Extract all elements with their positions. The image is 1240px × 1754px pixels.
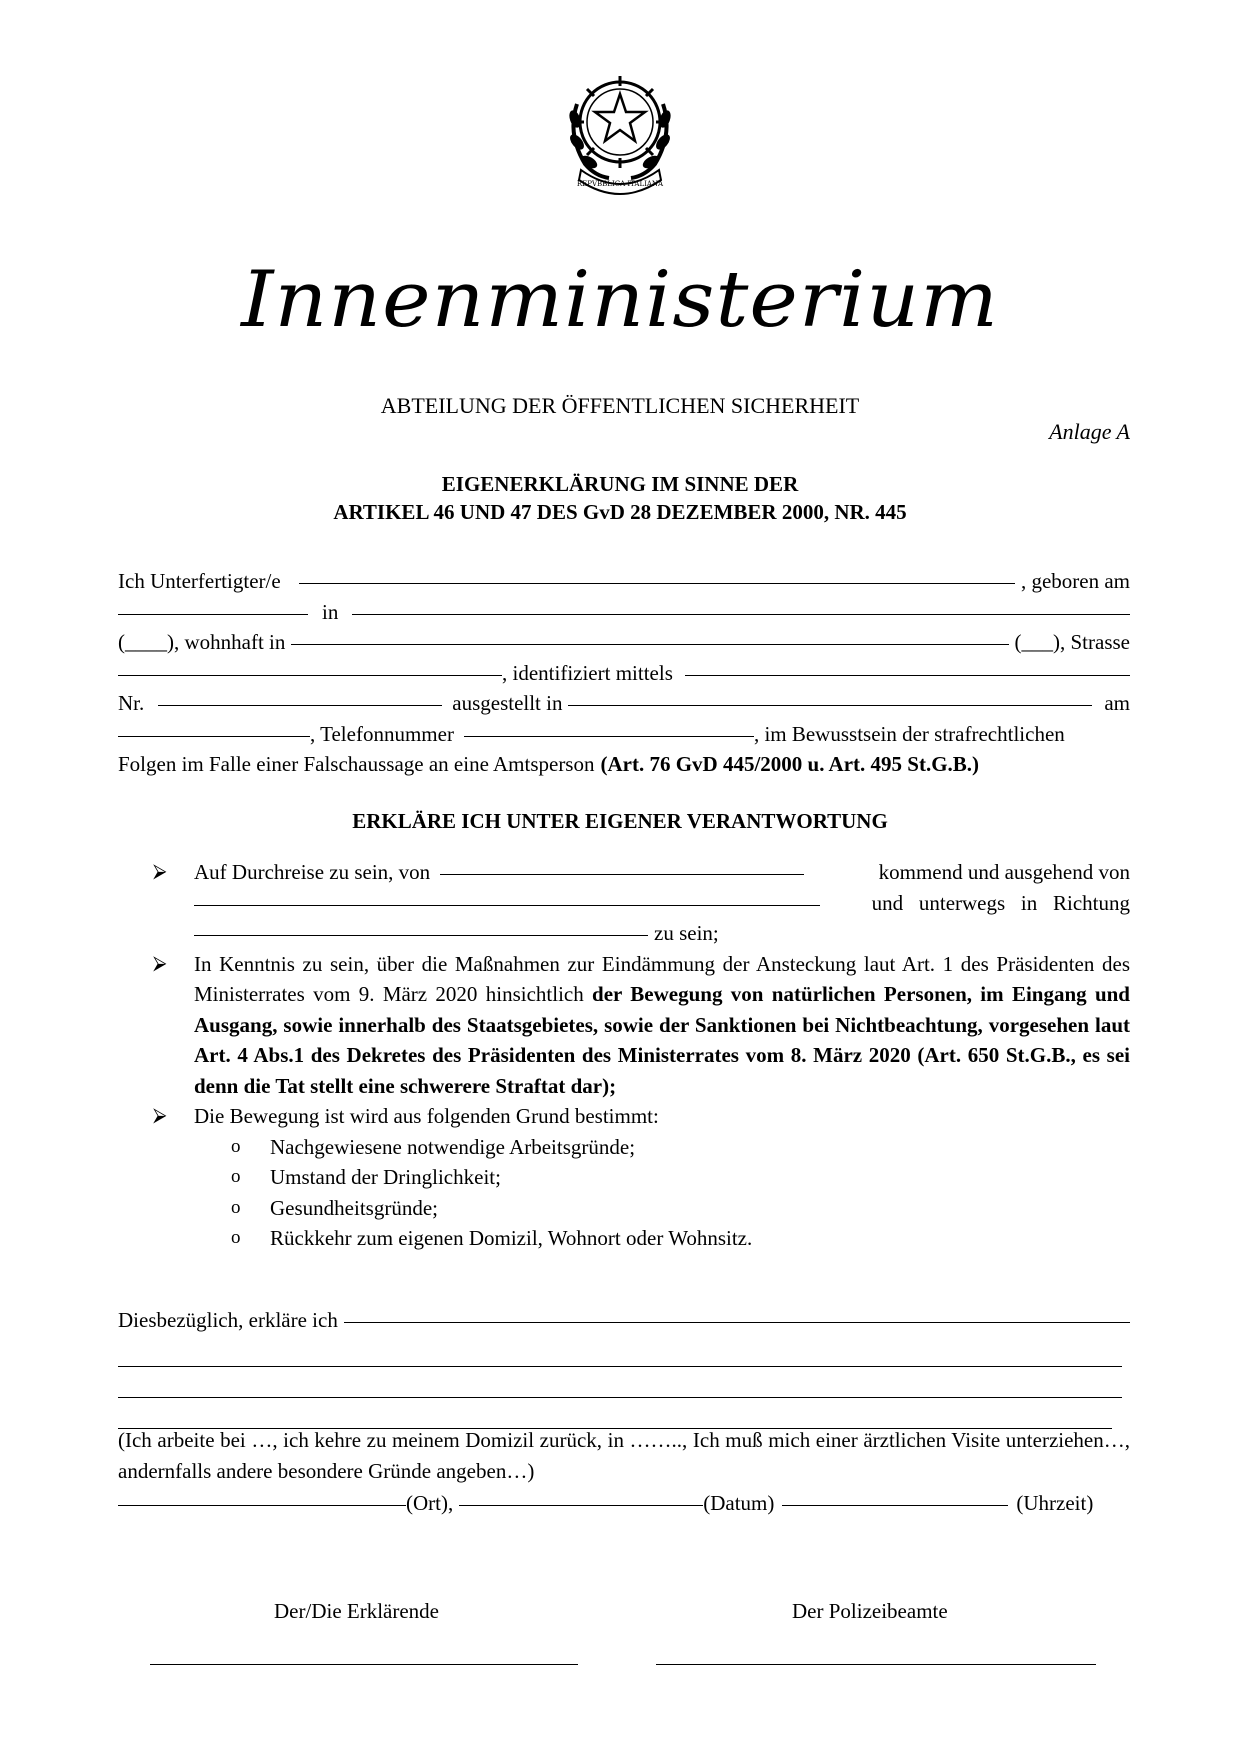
circle-bullet-icon: o xyxy=(231,1196,241,1218)
officer-signature-field[interactable] xyxy=(656,1664,1096,1665)
statement-line[interactable] xyxy=(118,1367,1122,1398)
label-undersigned: Ich Unterfertigter/e xyxy=(118,569,281,593)
reason-intro: Die Bewegung ist wird aus folgenden Grund bestimmt: xyxy=(194,1104,659,1128)
id-number-field[interactable] xyxy=(158,705,442,706)
label-date: (Datum) xyxy=(703,1491,775,1515)
label-street: (___), Strasse xyxy=(1014,630,1130,654)
issued-in-field[interactable] xyxy=(568,705,1092,706)
personal-data-section xyxy=(118,566,1130,780)
reason-option-label: Nachgewiesene notwendige Arbeitsgründe; xyxy=(270,1134,636,1159)
label-identified-by: , identifiziert mittels xyxy=(502,660,673,685)
issue-date-field[interactable] xyxy=(118,736,310,737)
officer-label: Der Polizeibeamte xyxy=(792,1599,948,1623)
name-field[interactable] xyxy=(299,583,1015,584)
arrow-bullet-icon: ⮚ xyxy=(153,952,167,974)
street-field[interactable] xyxy=(118,675,502,676)
annex-label: Anlage A xyxy=(1049,419,1130,444)
department-name: ABTEILUNG DER ÖFFENTLICHEN SICHERHEIT xyxy=(380,393,860,418)
statement-examples: (Ich arbeite bei …, ich kehre zu meinem Domizil zurück, in …….., Ich muß mich einer ärztlichen Visite unterziehen…, andernfalls andere besondere Gründe angeben…) xyxy=(118,1428,1130,1483)
declarant-label: Der/Die Erklärende xyxy=(274,1599,439,1623)
place-field[interactable] xyxy=(118,1505,406,1506)
label-number: Nr. xyxy=(118,691,145,715)
label-awareness: , im Bewusstsein der strafrechtlichen xyxy=(753,721,1065,746)
title-line-2: ARTIKEL 46 UND 47 DES GvD 28 DEZEMBER 2000, NR. 445 xyxy=(333,500,907,524)
circle-bullet-icon: o xyxy=(231,1135,241,1157)
italian-republic-emblem xyxy=(563,64,677,200)
title-line-1: EIGENERKLÄRUNG IM SINNE DER xyxy=(441,472,799,496)
label-in: in xyxy=(322,599,339,624)
label-consequences: Folgen im Falle einer Falschaussage an eine Amtsperson xyxy=(118,752,595,776)
arrow-bullet-icon: ⮚ xyxy=(153,1105,167,1126)
reason-option-label: Rückkehr zum eigenen Domizil, Wohnort oder Wohnsitz. xyxy=(270,1226,753,1250)
legal-reference: (Art. 76 GvD 445/2000 u. Art. 495 St.G.B.) xyxy=(600,752,980,776)
awareness-text: In Kenntnis zu sein, über die Maßnahmen zur Eindämmung der Ansteckung laut Art. 1 des Präsidenten des Ministerrates vom 9. März 2020 hinsichtlich xyxy=(194,951,1130,1006)
arrow-bullet-icon: ⮚ xyxy=(153,861,167,882)
list-item xyxy=(118,857,1130,949)
destination-field[interactable] xyxy=(194,935,648,936)
time-field[interactable] xyxy=(782,1505,1008,1506)
statement-field[interactable] xyxy=(344,1322,1130,1323)
ministry-name: Innenministerium xyxy=(241,255,999,345)
awareness-bold-text: der Bewegung von natürlichen Personen, im Eingang und Ausgang, sowie innerhalb des Staatsgebietes, sowie der Sanktionen bei Nichtbeachtung, vorgesehen laut Art. 4 Abs.1 des Dekretes des Präsidenten des Ministerrates vom 8. März 2020 (Art. 650 St.G.B., es sei denn die Tat stellt eine schwerere Straftat dar); xyxy=(194,982,1130,1098)
statement-line[interactable] xyxy=(118,1398,1112,1429)
label-transit-from: Auf Durchreise zu sein, von xyxy=(194,860,431,884)
label-resident-in: (____), wohnhaft in xyxy=(118,630,286,654)
reason-option-label: Umstand der Dringlichkeit; xyxy=(270,1165,501,1189)
declarant-signature-field[interactable] xyxy=(150,1664,578,1665)
label-phone: , Telefonnummer xyxy=(310,721,454,746)
reason-option[interactable] xyxy=(118,1132,1130,1163)
reason-option[interactable] xyxy=(118,1193,1130,1224)
place-date-time-row xyxy=(118,1488,1130,1519)
emblem-ribbon-text: REPVBBLICA ITALIANA xyxy=(576,180,664,188)
circle-bullet-icon: o xyxy=(231,1227,241,1248)
list-item xyxy=(118,1101,1130,1132)
reason-option[interactable] xyxy=(118,1162,1130,1193)
label-place: (Ort), xyxy=(406,1491,454,1515)
label-issued-in: ausgestellt in xyxy=(452,691,563,715)
from-field[interactable] xyxy=(440,874,804,875)
date-field[interactable] xyxy=(459,1505,703,1506)
label-to-be: zu sein; xyxy=(654,921,719,945)
document-title xyxy=(0,470,1240,526)
label-on: am xyxy=(1104,691,1130,715)
id-document-field[interactable] xyxy=(685,675,1130,676)
reason-option[interactable] xyxy=(118,1223,1130,1254)
label-coming-going: kommend und ausgehend von xyxy=(878,860,1130,884)
circle-bullet-icon: o xyxy=(231,1166,241,1187)
label-direction: und unterwegs in Richtung xyxy=(871,890,1130,915)
label-born-on: , geboren am xyxy=(1020,569,1130,593)
residence-field[interactable] xyxy=(291,644,1008,645)
phone-field[interactable] xyxy=(464,736,754,737)
list-item xyxy=(118,949,1130,1102)
label-statement: Diesbezüglich, erkläre ich xyxy=(118,1308,338,1332)
statement-line[interactable] xyxy=(118,1336,1122,1367)
birth-place-field[interactable] xyxy=(352,614,1130,615)
label-time: (Uhrzeit) xyxy=(1016,1491,1094,1515)
declaration-heading: ERKLÄRE ICH UNTER EIGENER VERANTWORTUNG xyxy=(352,809,888,833)
birth-date-field[interactable] xyxy=(118,614,308,615)
declaration-items xyxy=(118,857,1130,1254)
reason-option-label: Gesundheitsgründe; xyxy=(270,1195,438,1220)
departure-field[interactable] xyxy=(194,905,820,906)
statement-section xyxy=(118,1305,1130,1429)
